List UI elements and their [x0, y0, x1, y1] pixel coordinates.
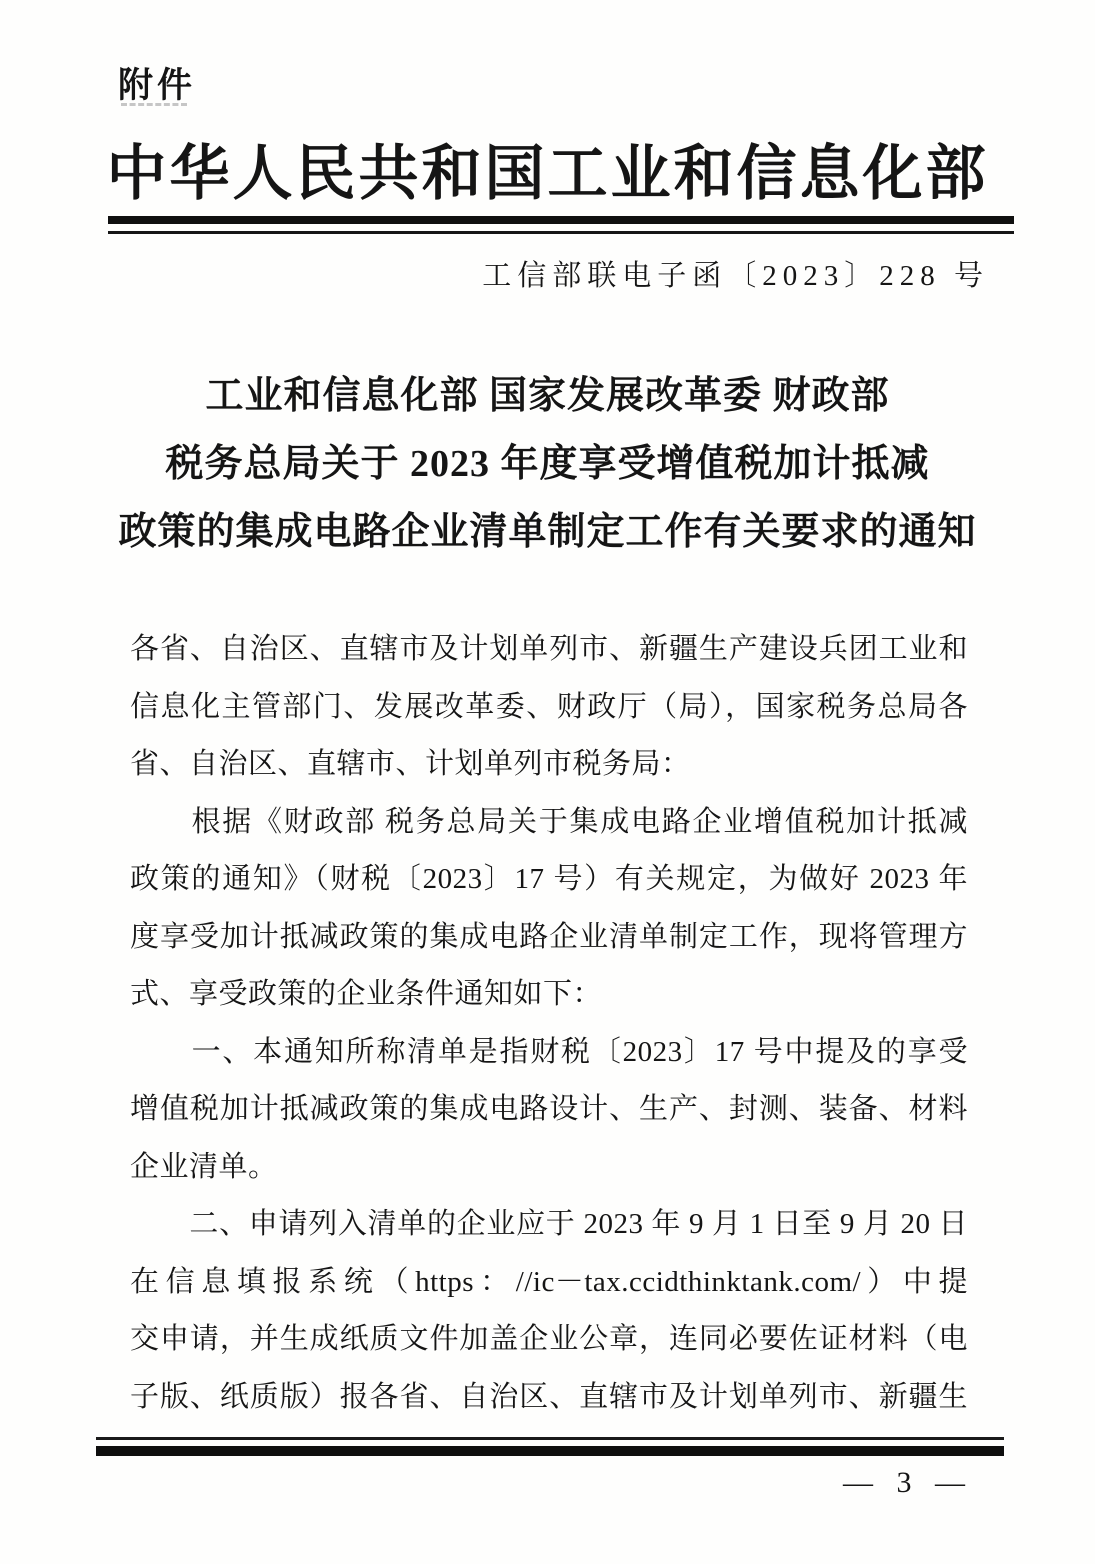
body-line: 交申请，并生成纸质文件加盖企业公章，连同必要佐证材料（电 — [130, 1323, 968, 1355]
body-line: 政策的通知》（财税〔2023〕17 号）有关规定，为做好 2023 年 — [130, 863, 968, 895]
notice-title-line-1: 工业和信息化部 国家发展改革委 财政部 — [205, 375, 890, 417]
body-line: 信息化主管部门、发展改革委、财政厅（局），国家税务总局各 — [130, 690, 968, 723]
body-line: 企业清单。 — [130, 1150, 278, 1183]
doc-number: 工信部联电子函〔2023〕228 号 — [482, 260, 989, 292]
scan-artifact-dashes — [121, 103, 187, 106]
body-line: 省、自治区、直辖市、计划单列市税务局： — [130, 748, 691, 780]
body-line: 式、享受政策的企业条件通知如下： — [130, 978, 603, 1010]
body-line: 根据《财政部 税务总局关于集成电路企业增值税加计抵减 — [130, 805, 968, 838]
body-line: 在信息填报系统（https：//ic－tax.ccidthinktank.com/）中提 — [130, 1265, 968, 1298]
page-number: — 3 — — [843, 1466, 973, 1499]
notice-title-line-3: 政策的集成电路企业清单制定工作有关要求的通知 — [118, 511, 977, 553]
body-line: 一、本通知所称清单是指财税〔2023〕17 号中提及的享受 — [130, 1035, 968, 1068]
header-rule-thin — [108, 231, 1014, 234]
footer-rule-thick — [96, 1446, 1004, 1456]
notice-title-line-2: 税务总局关于 2023 年度享受增值税加计抵减 — [165, 443, 930, 485]
body-line: 各省、自治区、直辖市及计划单列市、新疆生产建设兵团工业和 — [130, 633, 968, 665]
body-line: 度享受加计抵减政策的集成电路企业清单制定工作，现将管理方 — [130, 920, 968, 953]
notice-title — [0, 362, 1095, 566]
footer-rule-thin — [96, 1437, 1004, 1440]
attachment-label: 附件 — [118, 66, 197, 105]
document-body — [130, 621, 968, 1426]
body-line: 子版、纸质版）报各省、自治区、直辖市及计划单列市、新疆生 — [130, 1380, 968, 1413]
body-line: 二、申请列入清单的企业应于 2023 年 9 月 1 日至 9 月 20 日 — [130, 1208, 968, 1240]
header-rule-thick — [108, 216, 1014, 224]
letterhead-title: 中华人民共和国工业和信息化部 — [106, 141, 989, 207]
body-line: 增值税加计抵减政策的集成电路设计、生产、封测、装备、材料 — [130, 1093, 968, 1125]
